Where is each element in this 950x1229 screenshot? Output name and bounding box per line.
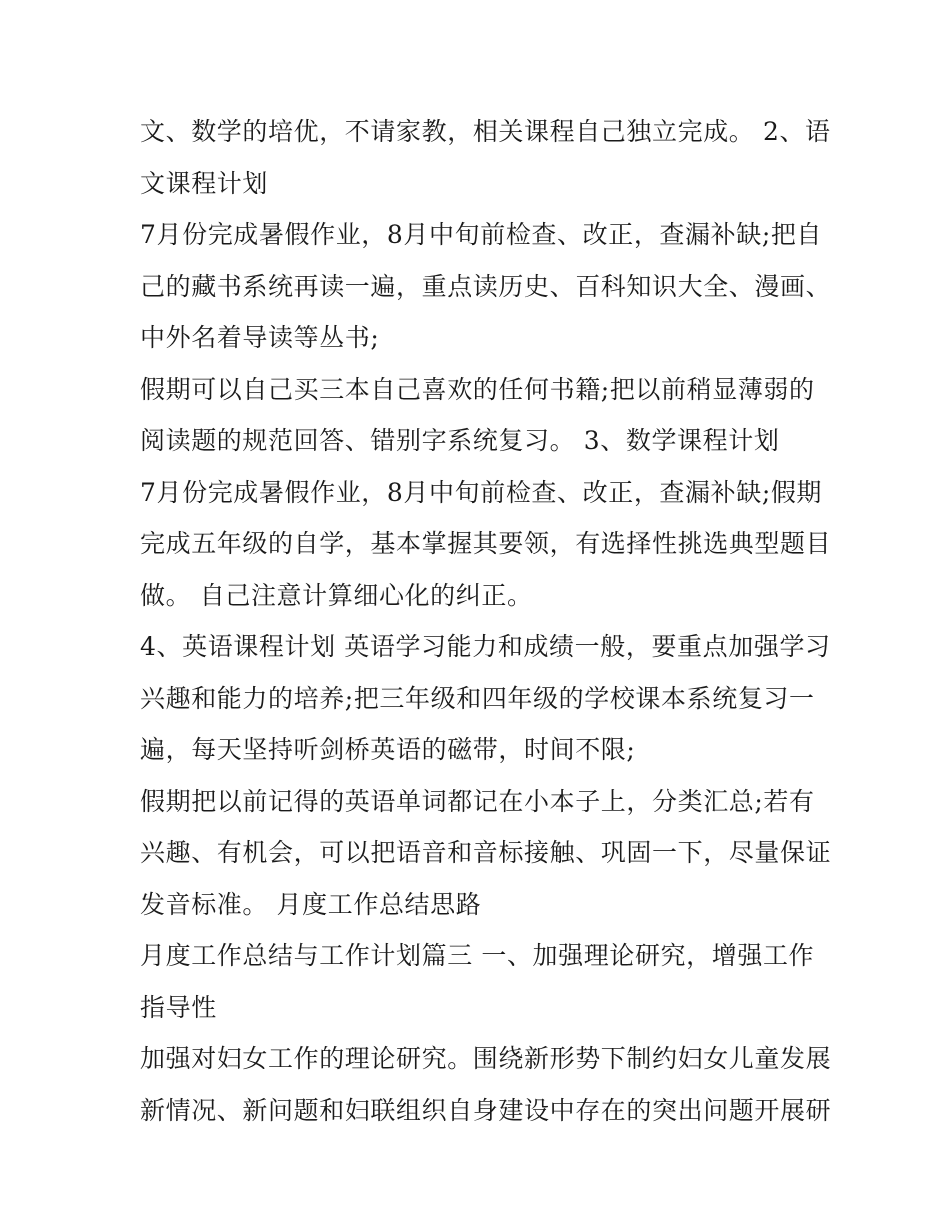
text-line: 遍，每天坚持听剑桥英语的磁带，时间不限; [140, 735, 636, 764]
text-line: 文、数学的培优，不请家教，相关课程自己独立完成。 2、语 [140, 117, 831, 146]
text-line: 7月份完成暑假作业，8月中旬前检查、改正，查漏补缺;把自 [140, 220, 823, 249]
text-line: 7月份完成暑假作业，8月中旬前检查、改正，查漏补缺;假期 [140, 477, 823, 507]
text-line: 4、英语课程计划 英语学习能力和成绩一般，要重点加强学习 [140, 632, 831, 661]
text-line: 阅读题的规范回答、错别字系统复习。 3、数学课程计划 [140, 426, 780, 455]
text-line: 发音标准。 月度工作总结思路 [140, 889, 482, 919]
text-line: 兴趣、有机会，可以把语音和音标接触、巩固一下，尽量保证 [140, 838, 832, 867]
text-line: 假期可以自己买三本自己喜欢的任何书籍;把以前稍显薄弱的 [140, 374, 815, 404]
text-line: 文课程计划 [140, 168, 269, 198]
text-line: 己的藏书系统再读一遍，重点读历史、百科知识大全、漫画、 [140, 271, 832, 301]
text-line: 做。 自己注意计算细心化的纠正。 [140, 580, 533, 610]
text-line: 月度工作总结与工作计划篇三 一、加强理论研究，增强工作 [140, 941, 815, 970]
text-line: 加强对妇女工作的理论研究。围绕新形势下制约妇女儿童发展 [140, 1044, 832, 1073]
text-line: 假期把以前记得的英语单词都记在小本子上，分类汇总;若有 [140, 786, 815, 816]
text-line: 新情况、新问题和妇联组织自身建设中存在的突出问题开展研 [140, 1095, 832, 1125]
text-line: 中外名着导读等丛书; [140, 323, 380, 352]
text-line: 指导性 [140, 992, 217, 1022]
text-line: 兴趣和能力的培养;把三年级和四年级的学校课本系统复习一 [140, 683, 815, 713]
text-line: 完成五年级的自学，基本掌握其要领，有选择性挑选典型题目 [140, 529, 832, 558]
body-text [140, 106, 830, 1136]
